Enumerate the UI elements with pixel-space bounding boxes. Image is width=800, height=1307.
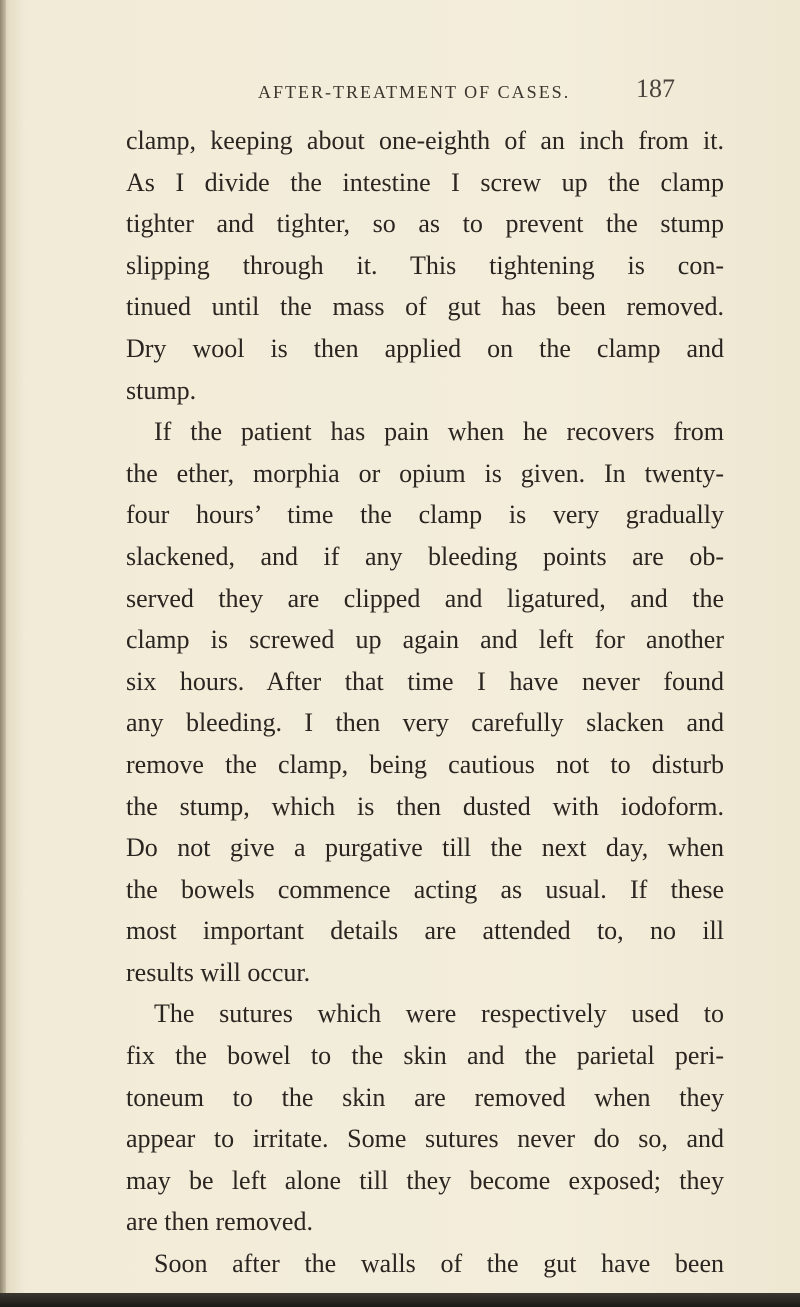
text-line: toneum to the skin are removed when they (126, 1082, 724, 1112)
text-line: As I divide the intestine I screw up the clamp (126, 167, 724, 197)
text-line: tinued until the mass of gut has been removed. (126, 292, 724, 322)
running-head: AFTER-TREATMENT OF CASES. (258, 82, 571, 102)
paragraph-start-line: If the patient has pain when he recovers from (154, 417, 724, 447)
text-line: clamp, keeping about one-eighth of an inch from it. (126, 126, 724, 155)
text-line: most important details are attended to, no ill (126, 916, 724, 946)
text-line: any bleeding. I then very carefully slacken and (126, 708, 724, 738)
text-line: are then removed. (126, 1207, 313, 1237)
paragraph-start-line: Soon after the walls of the gut have been (154, 1249, 724, 1279)
text-line: the bowels commence acting as usual. If these (126, 874, 724, 904)
body-text (126, 120, 724, 1285)
paragraph-start-line: The sutures which were respectively used to (154, 999, 724, 1029)
page-bottom-edge (0, 1293, 800, 1307)
text-line: Dry wool is then applied on the clamp and (126, 333, 724, 363)
text-line: fix the bowel to the skin and the parietal peri- (126, 1041, 724, 1071)
text-line: Do not give a purgative till the next day, when (126, 833, 724, 863)
page-spine-shadow (0, 0, 6, 1307)
text-line: the ether, morphia or opium is given. In twenty- (126, 458, 724, 488)
text-line: clamp is screwed up again and left for another (126, 625, 724, 655)
text-line: slackened, and if any bleeding points are ob- (126, 541, 724, 571)
text-line: remove the clamp, being cautious not to disturb (126, 749, 724, 779)
text-line: stump. (126, 375, 197, 405)
page-header (0, 72, 800, 112)
text-line: appear to irritate. Some sutures never do so, and (126, 1124, 724, 1154)
page-number: 187 (636, 74, 675, 103)
text-line: the stump, which is then dusted with iodoform. (126, 791, 724, 821)
text-line: served they are clipped and ligatured, and the (126, 583, 724, 613)
text-line: results will occur. (126, 957, 311, 987)
text-line: may be left alone till they become exposed; they (126, 1165, 724, 1195)
text-line: slipping through it. This tightening is con- (126, 250, 724, 280)
text-line: six hours. After that time I have never found (126, 666, 724, 696)
text-line: four hours’ time the clamp is very gradually (126, 500, 724, 530)
text-line: tighter and tighter, so as to prevent the stump (126, 209, 724, 239)
